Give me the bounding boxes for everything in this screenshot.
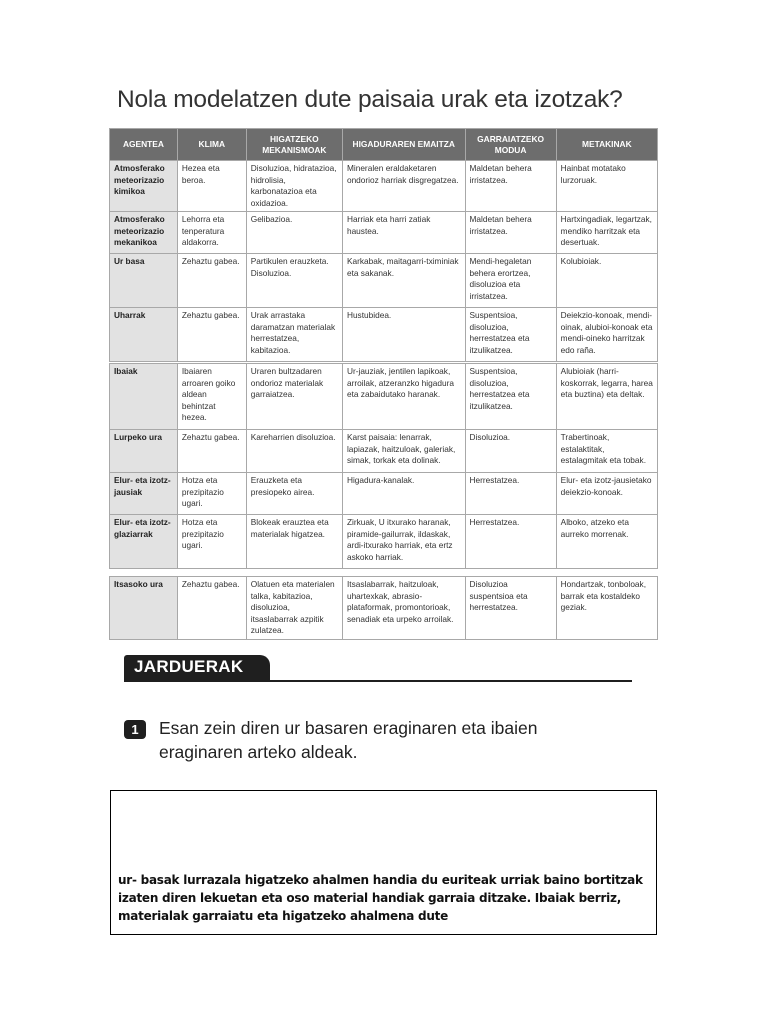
section-divider (124, 680, 632, 682)
header-metakinak: METAKINAK (556, 129, 657, 161)
table-cell: Herrestatzea. (465, 473, 556, 515)
table-cell: Itsaslabarrak, haitzuloak, uhartexkak, abrasio-plataformak, promontorioak, senadiak eta urpeko arroilak. (342, 577, 465, 640)
table-cell: Olatuen eta materialen talka, kabitazioa, disoluzioa, itsaslabarrak azpitik zulatzea. (246, 577, 342, 640)
agent-cell: Elur- eta izotz-jausiak (110, 473, 178, 515)
table-cell: Zehaztu gabea. (177, 577, 246, 640)
section-label: JARDUERAK (134, 657, 244, 676)
table-cell: Harriak eta harri zatiak haustea. (342, 212, 465, 254)
table-cell: Kolubioiak. (556, 254, 657, 308)
agent-cell: Ur basa (110, 254, 178, 308)
table-cell: Hartxingadiak, legartzak, mendiko harritzak eta desertuak. (556, 212, 657, 254)
table-cell: Suspentsioa, disoluzioa, herrestatzea eta itzulikatzea. (465, 308, 556, 362)
table-cell: Elur- eta izotz-jausietako deiekzio-konoak. (556, 473, 657, 515)
page-title: Nola modelatzen dute paisaia urak eta izotzak? (117, 86, 623, 113)
table-cell: Alubioiak (harri-koskorrak, legarra, harea eta buztina) eta deltak. (556, 364, 657, 430)
table-row (110, 254, 658, 308)
table-cell: Higadura-kanalak. (342, 473, 465, 515)
table-bottom (109, 576, 658, 640)
table-cell: Kareharrien disoluzioa. (246, 430, 342, 473)
table-row (110, 430, 658, 473)
table-cell: Hustubidea. (342, 308, 465, 362)
table-cell: Ibaiaren arroaren goiko aldean behintzat hezea. (177, 364, 246, 430)
table-cell: Alboko, atzeko eta aurreko morrenak. (556, 515, 657, 569)
table-row (110, 161, 658, 212)
table-cell: Disoluzioa suspentsioa eta herrestatzea. (465, 577, 556, 640)
agent-cell: Atmosferako meteorizazio mekanikoa (110, 212, 178, 254)
table-cell: Suspentsioa, disoluzioa, herrestatzea eta itzulikatzea. (465, 364, 556, 430)
table-cell: Zehaztu gabea. (177, 254, 246, 308)
table-top (109, 128, 658, 362)
table-cell: Karst paisaia: lenarrak, lapiazak, haitzuloak, galeriak, simak, torkak eta dolinak. (342, 430, 465, 473)
table-cell: Herrestatzea. (465, 515, 556, 569)
table-cell: Hainbat motatako lurzoruak. (556, 161, 657, 212)
table-cell: Zehaztu gabea. (177, 430, 246, 473)
table-cell: Disoluzioa. (465, 430, 556, 473)
table-cell: Deiekzio-konoak, mendi-oinak, alubioi-konoak eta mendi-oineko harritzak edo raña. (556, 308, 657, 362)
table-cell: Urak arrastaka daramatzan materialak herrestatzea, kabitazioa. (246, 308, 342, 362)
question-number-badge: 1 (124, 720, 146, 739)
table-cell: Maldetan behera irristatzea. (465, 212, 556, 254)
header-agentea: AGENTEA (110, 129, 178, 161)
table-cell: Trabertinoak, estalaktitak, estalagmitak eta tobak. (556, 430, 657, 473)
header-klima: KLIMA (177, 129, 246, 161)
question-text: Esan zein diren ur basaren eraginaren eta ibaien eraginaren arteko aldeak. (159, 718, 538, 762)
table-cell: Hotza eta prezipitazio ugari. (177, 473, 246, 515)
table-cell: Mineralen eraldaketaren ondorioz harriak disgregatzea. (342, 161, 465, 212)
table-cell: Hondartzak, tonboloak, barrak eta kostaldeko geziak. (556, 577, 657, 640)
header-garraiatzeko-modua: GARRAIATZEKO MODUA (465, 129, 556, 161)
table-cell: Maldetan behera irristatzea. (465, 161, 556, 212)
agent-cell: Uharrak (110, 308, 178, 362)
agent-cell: Ibaiak (110, 364, 178, 430)
table-middle (109, 363, 658, 569)
header-higaduraren-emaitza: HIGADURAREN EMAITZA (342, 129, 465, 161)
agent-cell: Elur- eta izotz-glaziarrak (110, 515, 178, 569)
table-row (110, 577, 658, 640)
table-cell: Ur-jauziak, jentilen lapikoak, arroilak, atzeranzko higadura eta zabaidutako haranak. (342, 364, 465, 430)
table-cell: Zehaztu gabea. (177, 308, 246, 362)
table-cell: Hotza eta prezipitazio ugari. (177, 515, 246, 569)
table-cell: Erauzketa eta presiopeko airea. (246, 473, 342, 515)
agent-cell: Lurpeko ura (110, 430, 178, 473)
table-cell: Hezea eta beroa. (177, 161, 246, 212)
table-cell: Mendi-hegaletan behera erortzea, disoluzioa eta irristatzea. (465, 254, 556, 308)
table-cell: Disoluzioa, hidratazioa, hidrolisia, karbonatazioa eta oxidazioa. (246, 161, 342, 212)
table-row (110, 212, 658, 254)
table-cell: Lehorra eta tenperatura aldakorra. (177, 212, 246, 254)
table-row (110, 364, 658, 430)
table-cell: Partikulen erauzketa. Disoluzioa. (246, 254, 342, 308)
agent-cell: Atmosferako meteorizazio kimikoa (110, 161, 178, 212)
table-cell: Blokeak erauztea eta materialak higatzea. (246, 515, 342, 569)
table-cell: Zirkuak, U itxurako haranak, piramide-gailurrak, ildaskak, ardi-itxurako harriak, eta ertz askoko harriak. (342, 515, 465, 569)
table-row (110, 473, 658, 515)
table-row (110, 308, 658, 362)
table-cell: Uraren bultzadaren ondorioz materialak garraiatzea. (246, 364, 342, 430)
table-row (110, 515, 658, 569)
agent-cell: Itsasoko ura (110, 577, 178, 640)
table-cell: Gelibazioa. (246, 212, 342, 254)
header-higatzeko-mekanismoak: HIGATZEKO MEKANISMOAK (246, 129, 342, 161)
answer-text[interactable]: ur- basak lurrazala higatzeko ahalmen handia du euriteak urriak baino bortitzak izaten diren lekuetan eta oso material handiak garraia ditzake. Ibaiak berriz, materialak garraiatu eta higatzeko ahalmena dute (118, 873, 643, 923)
table-cell: Karkabak, maitagarri-tximiniak eta sakanak. (342, 254, 465, 308)
